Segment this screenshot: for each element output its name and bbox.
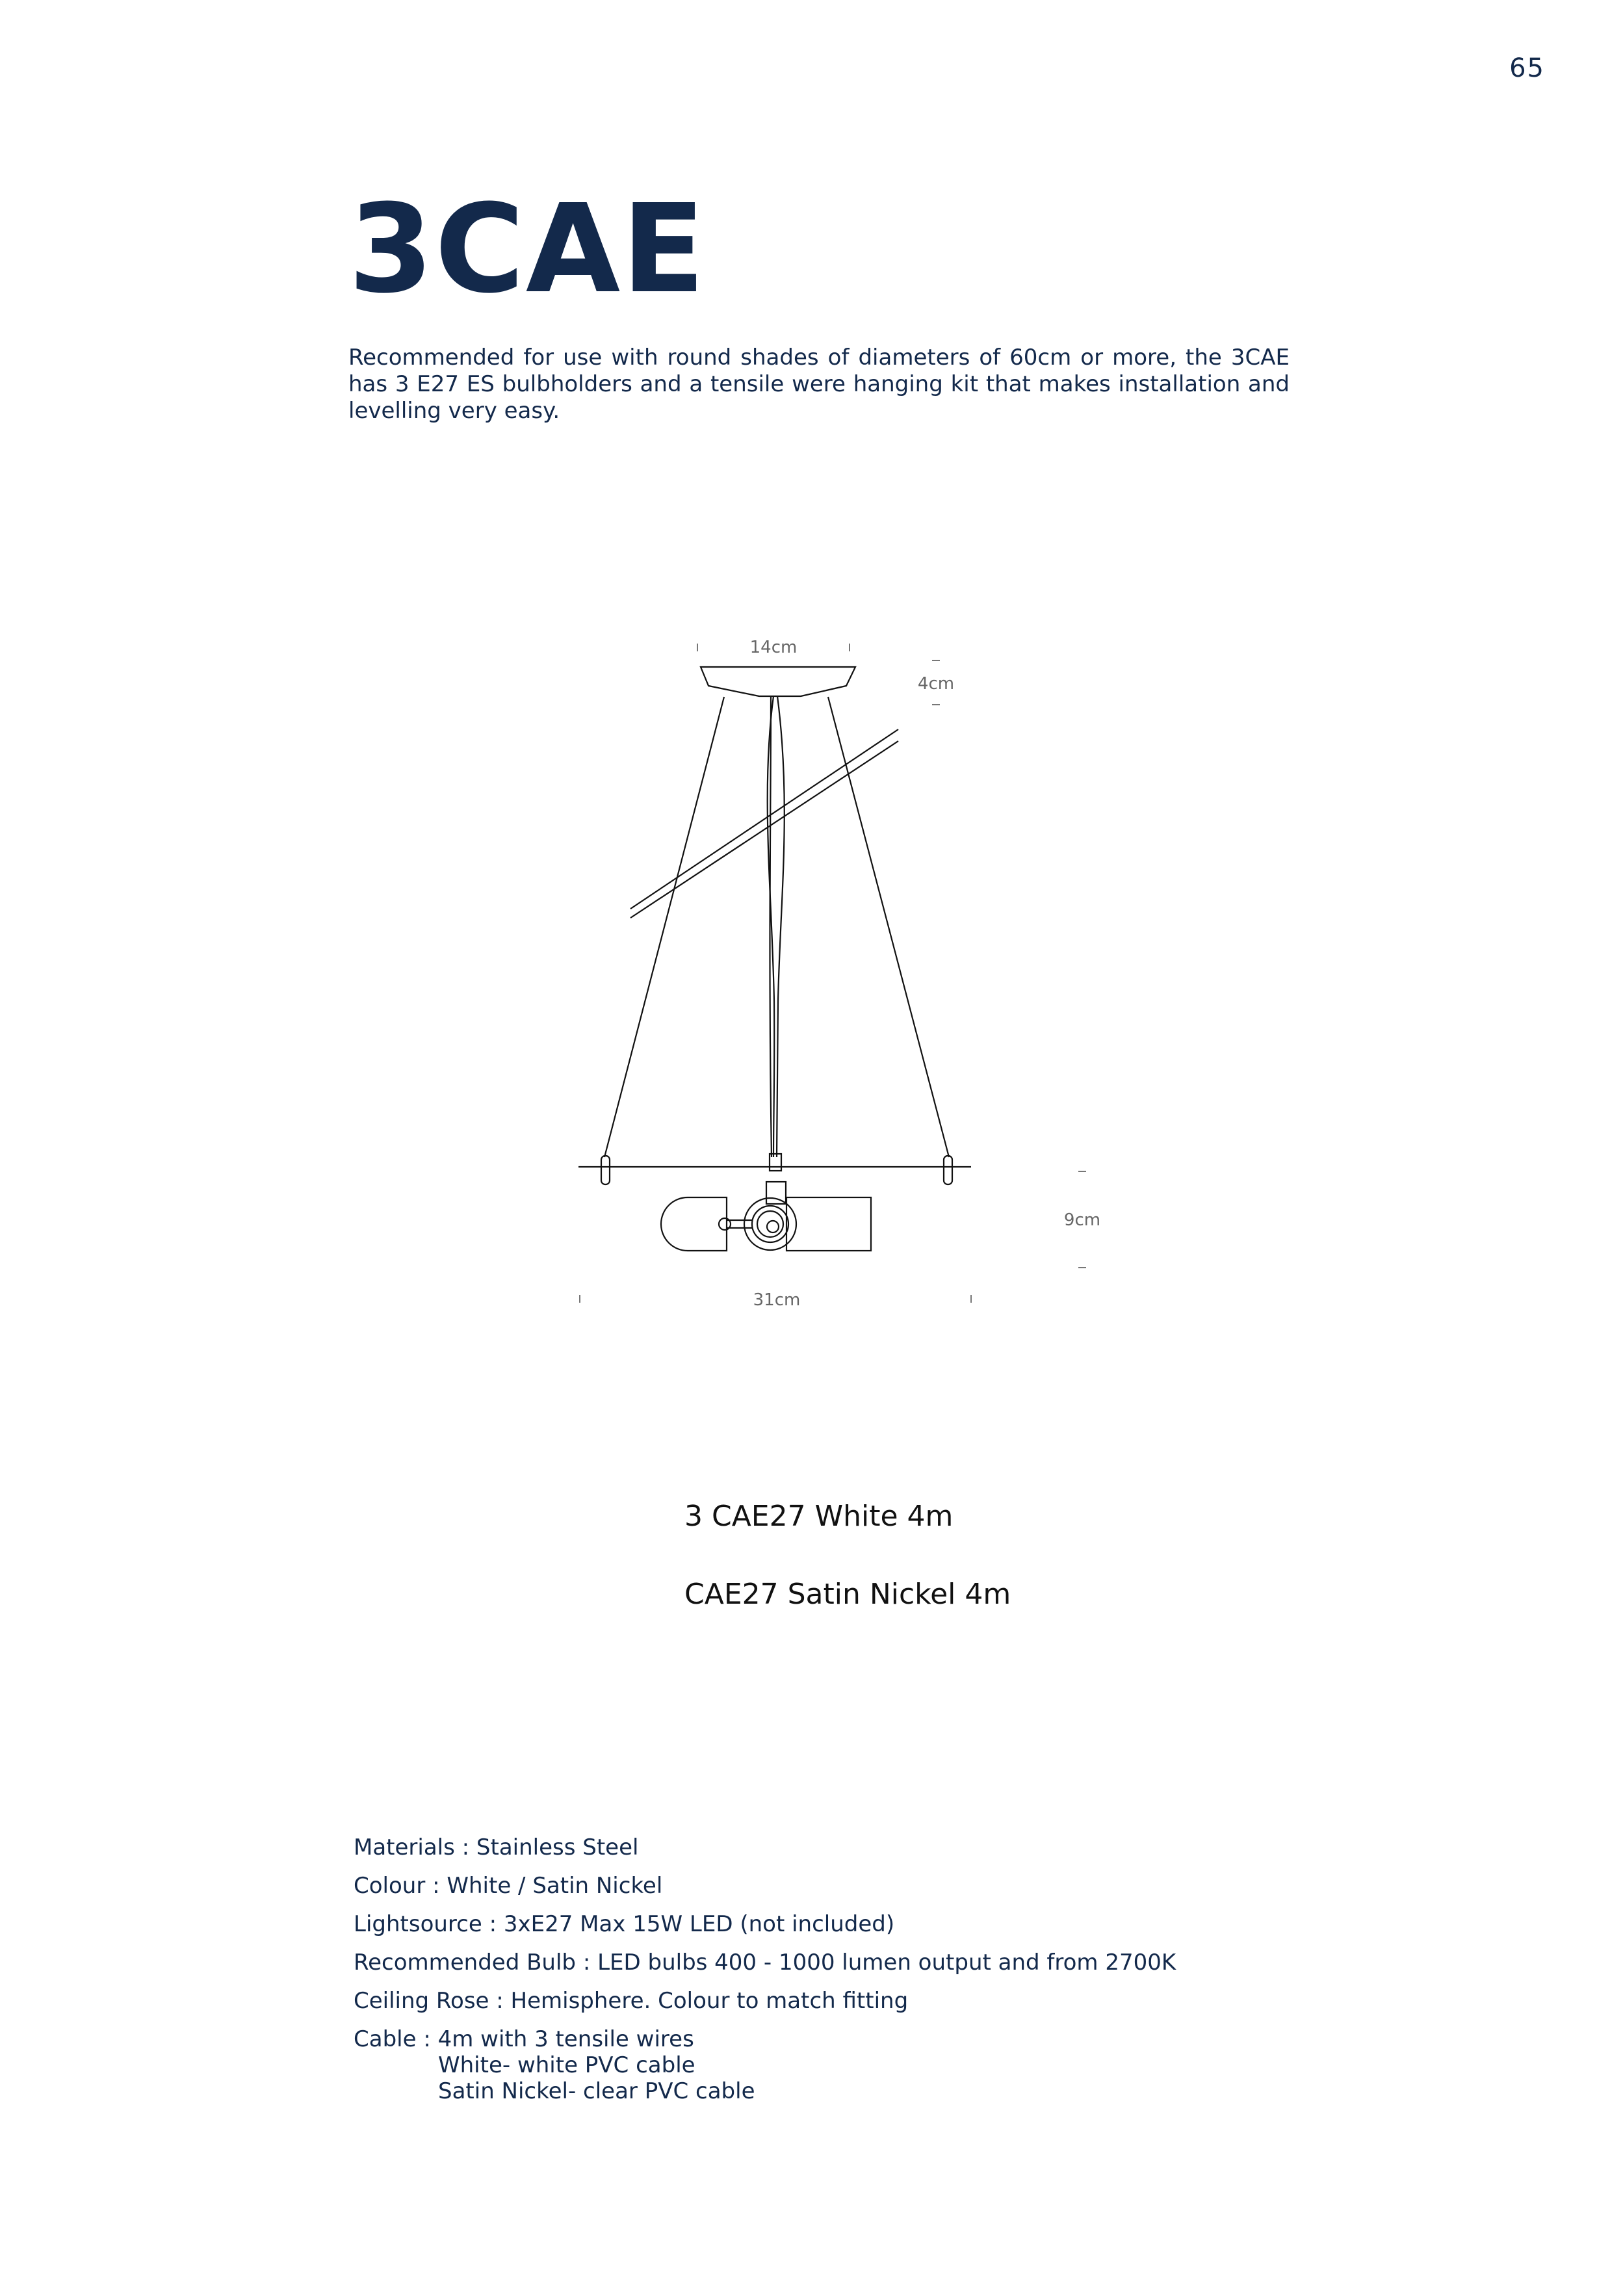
dimension-fitting-height: 9cm xyxy=(1063,1210,1101,1230)
dimension-fitting-width: 31cm xyxy=(753,1290,801,1310)
variant-list xyxy=(684,1500,1011,1656)
spec-cable-white: White- white PVC cable xyxy=(438,2052,695,2078)
spec-list xyxy=(354,1834,1176,2117)
spec-cable-main: Cable : 4m with 3 tensile wires xyxy=(354,2026,694,2052)
ceiling-rose xyxy=(701,667,855,696)
bulbholder-right xyxy=(786,1197,871,1251)
variant-item: 3 CAE27 White 4m xyxy=(684,1500,954,1533)
spec-ceiling-rose: Ceiling Rose : Hemisphere. Colour to match fitting xyxy=(354,1988,909,2014)
dimension-rose-height: 4cm xyxy=(917,674,955,694)
variant-item: CAE27 Satin Nickel 4m xyxy=(684,1578,1011,1611)
spec-colour: Colour : White / Satin Nickel xyxy=(354,1873,663,1899)
shade-section xyxy=(630,729,898,909)
tensile-wire-right xyxy=(828,697,949,1157)
spec-lightsource: Lightsource : 3xE27 Max 15W LED (not included) xyxy=(354,1911,895,1937)
spec-materials: Materials : Stainless Steel xyxy=(354,1834,639,1860)
spec-cable xyxy=(354,2026,1176,2104)
technical-drawing xyxy=(565,624,1124,1313)
bulbholder-left xyxy=(661,1197,727,1251)
wire-terminal-left xyxy=(601,1156,610,1184)
tensile-wire-left xyxy=(604,697,724,1157)
product-title: 3CAE xyxy=(348,178,707,320)
product-description: Recommended for use with round shades of diameters of 60cm or more, the 3CAE has 3 E27 ES bulbholders and a tensile were hanging kit that makes installation and levelling very easy. xyxy=(348,345,1290,424)
spec-cable-nickel: Satin Nickel- clear PVC cable xyxy=(438,2078,755,2104)
spec-recommended-bulb: Recommended Bulb : LED bulbs 400 - 1000 lumen output and from 2700K xyxy=(354,1950,1176,1976)
dimension-rose-width: 14cm xyxy=(749,638,798,657)
wire-terminal-right xyxy=(944,1156,952,1184)
page-number: 65 xyxy=(1509,53,1545,83)
